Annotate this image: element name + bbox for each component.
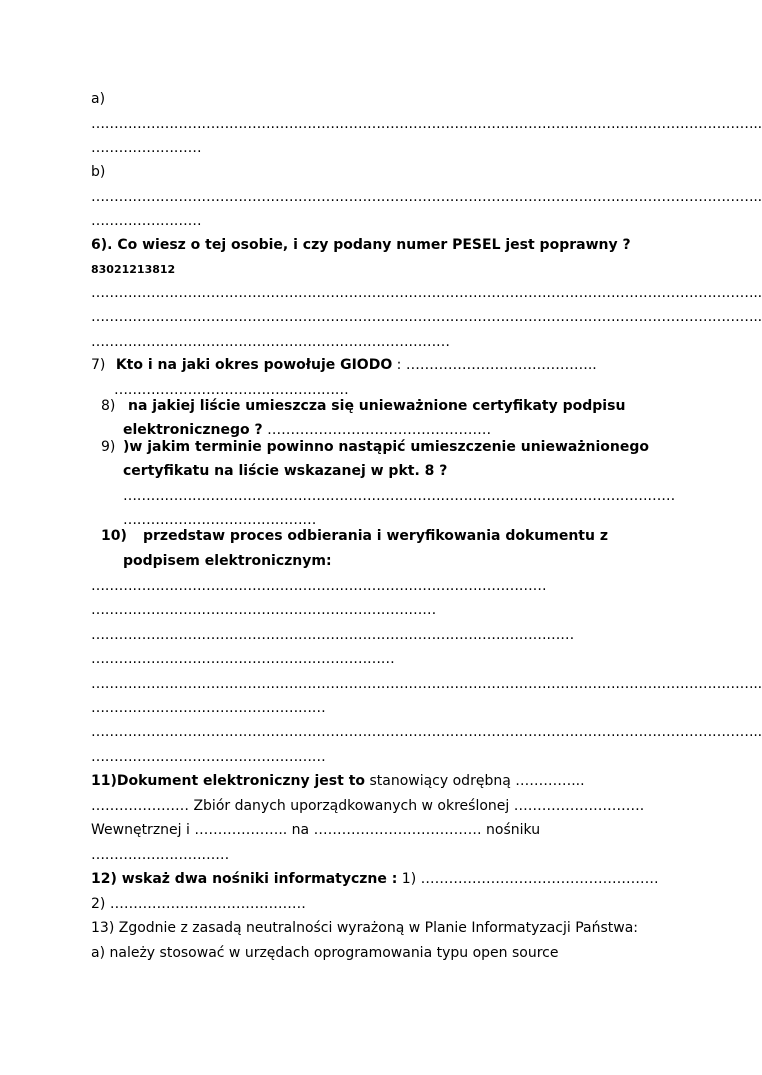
question-8-number: 8): [101, 398, 116, 414]
question-9-line-1: )w jakim terminie powinno nastąpić umieszczenie unieważnionego: [123, 439, 649, 455]
question-10-answer-line-7: ………………………………………………………………………………………………………………………………..: [91, 724, 762, 740]
question-7-text: Kto i na jaki okres powołuje GIODO: [115, 357, 393, 373]
question-7: [91, 356, 597, 374]
question-13-option-a: a) należy stosować w urzędach oprogramowania typu open source: [91, 945, 559, 961]
question-7-answer-inline: : …………………………………..: [392, 357, 597, 373]
question-8-answer-inline: …………………………………………: [262, 422, 492, 438]
question-12-title: 12) wskaż dwa nośniki informatyczne :: [91, 871, 398, 887]
question-11-line-1-rest: stanowiący odrębną …………...: [365, 773, 585, 789]
question-10-answer-line-6: ……………………………………………: [91, 700, 326, 716]
question-10-number: 10): [101, 528, 127, 544]
question-11-line-2: ………………… Zbiór danych uporządkowanych w określonej ……………………….: [91, 798, 645, 814]
question-11-line-3: Wewnętrznej i ……………….. na ……………………………… nośniku: [91, 822, 541, 838]
question-7-answer-line: ……………………………………………: [114, 382, 349, 398]
question-10-answer-line-4: …………………………………………………………: [91, 651, 395, 667]
question-10-answer-line-5: ………………………………………………………………………………………………………………………………..: [91, 676, 762, 692]
question-9-number: 9): [101, 439, 116, 455]
question-10-answer-line-3: ……………………………………………………………………………………………: [91, 627, 575, 643]
pesel-number: 83021213812: [91, 263, 176, 276]
question-11-title: 11)Dokument elektroniczny jest to: [91, 773, 366, 789]
question-8-line-2: [123, 421, 491, 439]
question-9-answer-line-1: …………………………………………………………………………………………………………: [123, 488, 676, 504]
question-11-line-4: …………………………: [91, 847, 230, 863]
question-9-line-2: certyfikatu na liście wskazanej w pkt. 8 ?: [123, 463, 448, 479]
answer-a-line-2: ……………………: [91, 140, 202, 156]
question-10-answer-line-8: ……………………………………………: [91, 749, 326, 765]
question-8-line-2-text: elektronicznego ?: [123, 422, 263, 438]
question-10-answer-line-2: …………………………………………………………………: [91, 602, 437, 618]
question-10-line-1: przedstaw proces odbierania i weryfikowania dokumentu z: [143, 528, 608, 544]
question-11-line-1: [91, 772, 585, 790]
question-6: 6). Co wiesz o tej osobie, i czy podany numer PESEL jest poprawny ?: [91, 237, 631, 253]
question-6-answer-line-1: ………………………………………………………………………………………………………………………………..: [91, 285, 762, 301]
answer-b-line-1: ………………………………………………………………………………………………………………………………..: [91, 189, 762, 205]
answer-a-line-1: ………………………………………………………………………………………………………………………………..: [91, 116, 762, 132]
question-6-answer-line-2: ………………………………………………………………………………………………………………………………..: [91, 309, 762, 325]
answer-b-line-2: ……………………: [91, 213, 202, 229]
question-6-answer-line-3: ……………………………………………………………………: [91, 334, 450, 350]
question-7-number: 7): [91, 357, 106, 373]
question-12-answer-1: 1) ……………………………………………: [397, 871, 659, 887]
answer-b-label: b): [91, 164, 106, 180]
question-9-answer-line-2: ……………………………………: [123, 512, 317, 528]
question-13: 13) Zgodnie z zasadą neutralności wyrażoną w Planie Informatyzacji Państwa:: [91, 920, 639, 936]
question-12-line-1: [91, 870, 659, 888]
question-10-answer-line-1: ………………………………………………………………………………………: [91, 578, 547, 594]
question-8-line-1: na jakiej liście umieszcza się unieważnione certyfikaty podpisu: [128, 398, 626, 414]
question-10-line-2: podpisem elektronicznym:: [123, 553, 332, 569]
answer-a-label: a): [91, 91, 106, 107]
question-12-answer-2: 2) ……………………………………: [91, 896, 306, 912]
